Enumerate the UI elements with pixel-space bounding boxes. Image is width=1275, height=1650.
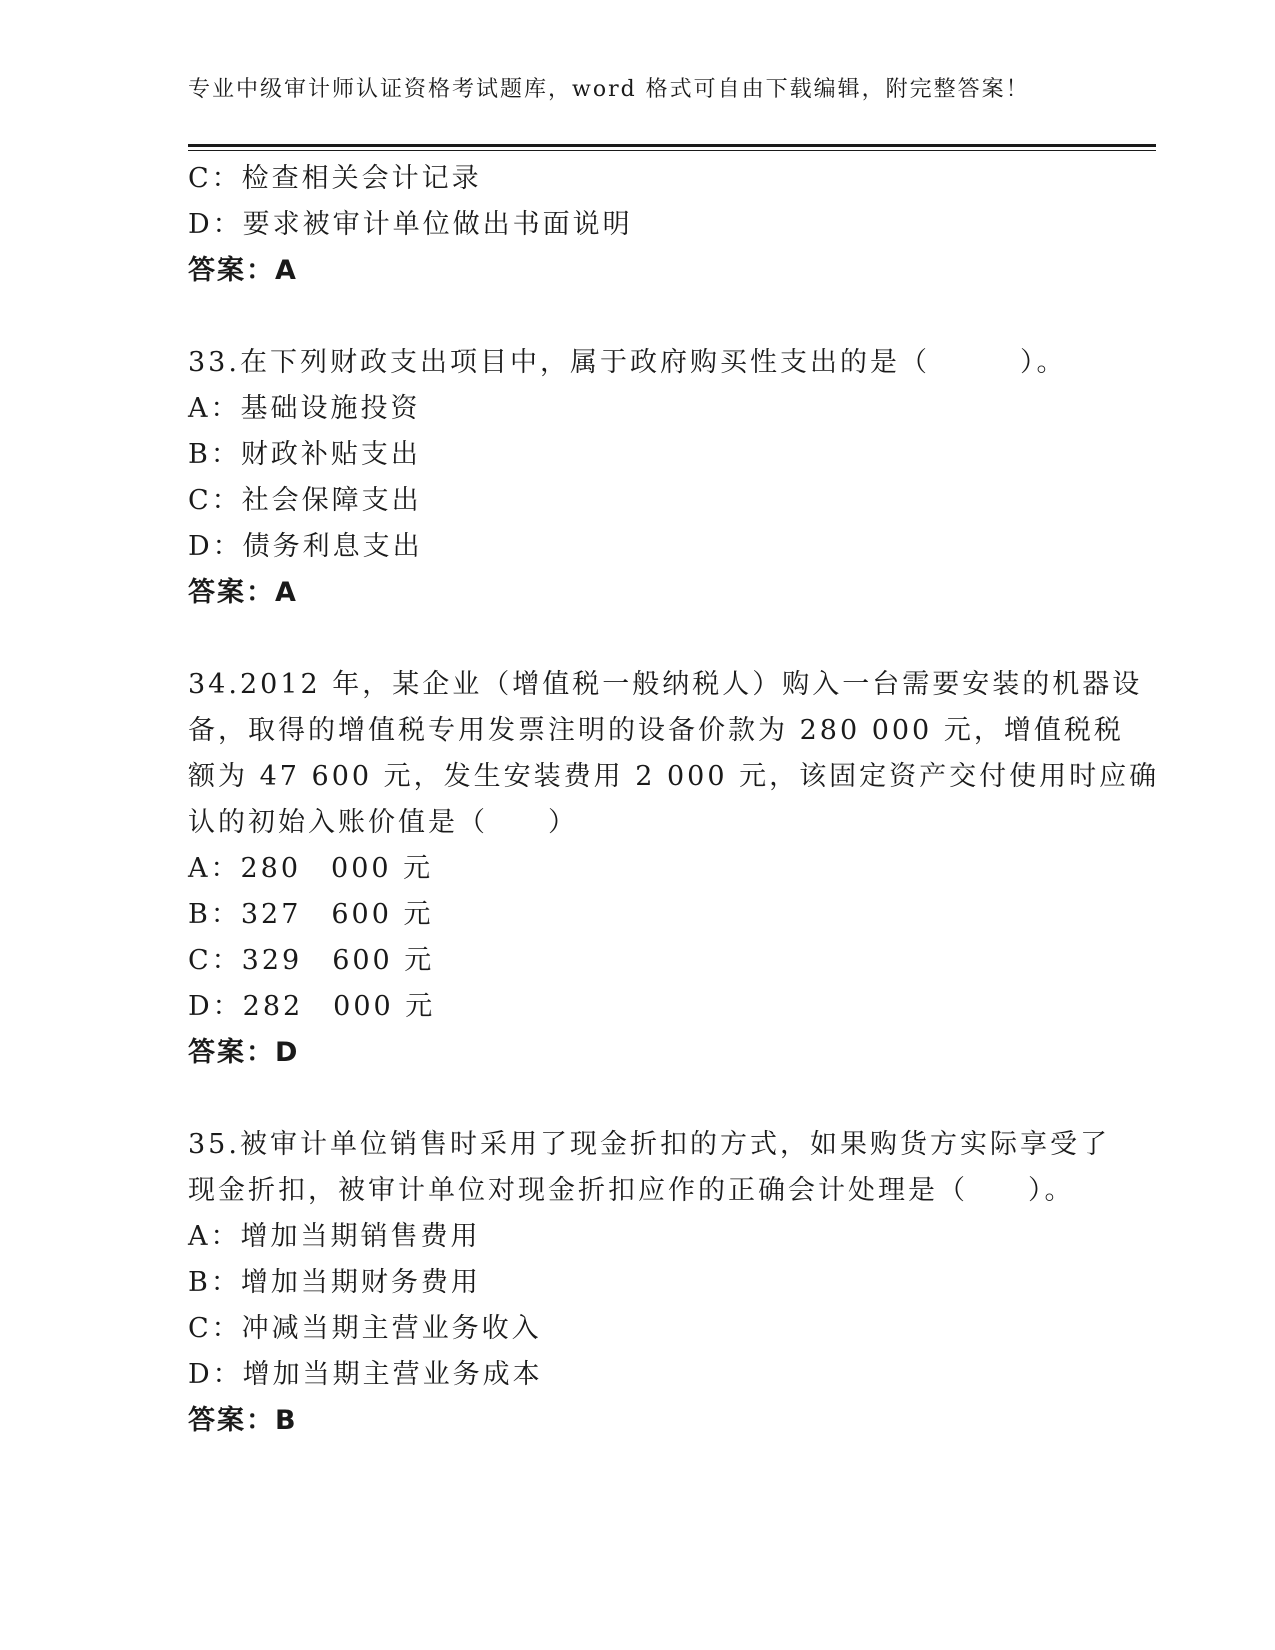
question-stem-line-4: 认的初始入账价值是（ ） xyxy=(188,807,578,838)
answer-line: 答案：A xyxy=(188,577,298,608)
question-35 xyxy=(188,1122,1110,1444)
option-b: B：增加当期财务费用 xyxy=(188,1267,481,1298)
option-a: A：增加当期销售费用 xyxy=(188,1221,481,1252)
option-c: C：冲减当期主营业务收入 xyxy=(188,1313,542,1344)
header-divider xyxy=(188,144,1156,151)
option-c: C：329 600 元 xyxy=(188,945,435,976)
option-d: D：债务利息支出 xyxy=(188,531,423,562)
question-stem: 33.在下列财政支出项目中，属于政府购买性支出的是（ ）。 xyxy=(188,347,1067,378)
option-a: A：基础设施投资 xyxy=(188,393,421,424)
question-34 xyxy=(188,662,1160,1076)
question-stem-line-1: 34.2012 年，某企业（增值税一般纳税人）购入一台需要安装的机器设 xyxy=(188,669,1143,700)
question-stem-line-1: 35.被审计单位销售时采用了现金折扣的方式，如果购货方实际享受了 xyxy=(188,1129,1110,1160)
answer-line: 答案：A xyxy=(188,255,298,286)
question-32-continuation xyxy=(188,156,1088,294)
option-c: C：检查相关会计记录 xyxy=(188,163,482,194)
question-list xyxy=(188,156,1160,1444)
question-stem-line-2: 现金折扣，被审计单位对现金折扣应作的正确会计处理是（ ）。 xyxy=(188,1175,1075,1206)
option-a: A：280 000 元 xyxy=(188,853,434,884)
option-b: B：财政补贴支出 xyxy=(188,439,421,470)
option-d: D：要求被审计单位做出书面说明 xyxy=(188,209,633,240)
option-d: D：282 000 元 xyxy=(188,991,436,1022)
page-header: 专业中级审计师认证资格考试题库，word 格式可自由下载编辑，附完整答案！ xyxy=(188,77,1030,102)
question-stem-line-3: 额为 47 600 元，发生安装费用 2 000 元，该固定资产交付使用时应确 xyxy=(188,761,1160,792)
option-c: C：社会保障支出 xyxy=(188,485,422,516)
answer-line: 答案：D xyxy=(188,1037,300,1068)
answer-line: 答案：B xyxy=(188,1405,298,1436)
question-33 xyxy=(188,340,1088,616)
question-stem-line-2: 备，取得的增值税专用发票注明的设备价款为 280 000 元，增值税税 xyxy=(188,715,1124,746)
option-d: D：增加当期主营业务成本 xyxy=(188,1359,543,1390)
option-b: B：327 600 元 xyxy=(188,899,434,930)
